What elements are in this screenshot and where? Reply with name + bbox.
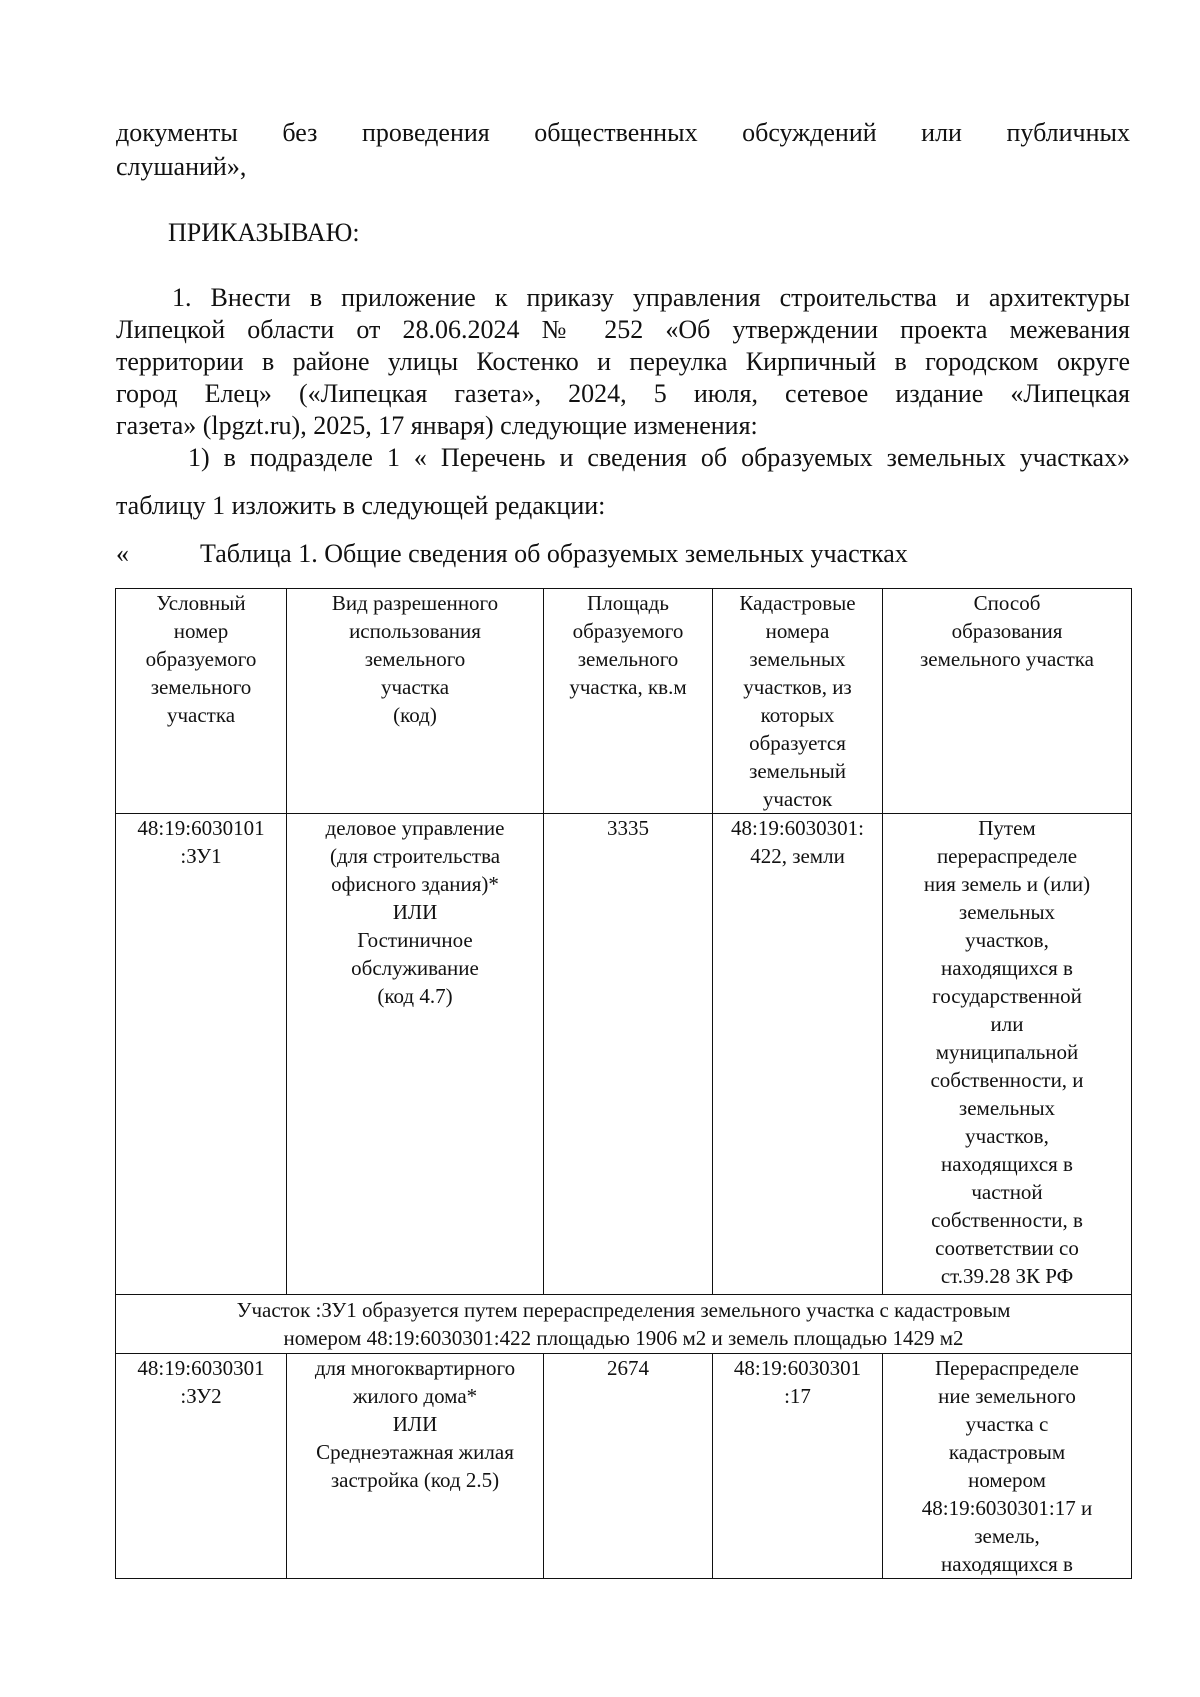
cell-text-line: земельного bbox=[364, 647, 466, 671]
header-cell-cadastral bbox=[713, 589, 883, 814]
cell-text-line: обслуживание bbox=[351, 956, 479, 980]
row-2-cell-method bbox=[883, 1354, 1132, 1579]
cell-text-line: Путем bbox=[978, 816, 1036, 840]
cell-text-line: участка bbox=[380, 675, 450, 699]
cell-text-line: Среднеэтажная жилая bbox=[316, 1440, 514, 1464]
cell-text-line: 48:19:6030301:17 и bbox=[921, 1496, 1093, 1520]
cell-text-line: земельного участка bbox=[920, 647, 1094, 671]
cell-text-line: номером bbox=[968, 1468, 1046, 1492]
cell-text-line: земельного bbox=[150, 675, 252, 699]
cell-text-line: (код 4.7) bbox=[377, 984, 453, 1008]
cell-text-line: участков, из bbox=[743, 675, 852, 699]
cell-text-line: Перераспределе bbox=[934, 1356, 1080, 1380]
cell-text-line: собственности, и bbox=[930, 1068, 1084, 1092]
cell-text-line: Участок :ЗУ1 образуется путем перераспределения земельного участка с кадастровым bbox=[236, 1298, 1011, 1322]
cell-text-line: Кадастровые bbox=[739, 591, 856, 615]
cell-text-line: перераспределе bbox=[936, 844, 1078, 868]
cell-text-line: 422, земли bbox=[750, 844, 845, 868]
cell-text-line: ст.39.28 ЗК РФ bbox=[940, 1264, 1074, 1288]
row-1-cell-use-type bbox=[287, 814, 544, 1295]
cell-text-line: ния земель и (или) bbox=[923, 872, 1091, 896]
order-word: ПРИКАЗЫВАЮ: bbox=[168, 218, 360, 247]
caption-quote-mark: « bbox=[116, 539, 129, 568]
paragraph-1-line-3: территории в районе улицы Костенко и переулка Кирпичный в городском округе bbox=[116, 347, 1130, 376]
cell-text-line: участков, bbox=[965, 928, 1049, 952]
cell-text-line: 48:19:6030301 bbox=[733, 1356, 862, 1380]
intro-line-1: документы без проведения общественных обсуждений или публичных bbox=[116, 118, 1130, 147]
cell-text-line: застройка (код 2.5) bbox=[330, 1468, 500, 1492]
table-caption: Таблица 1. Общие сведения об образуемых земельных участках bbox=[200, 539, 908, 568]
cell-text-line: образуется bbox=[749, 731, 846, 755]
cell-text-line: офисного здания)* bbox=[331, 872, 499, 896]
row-2-cell-use-type bbox=[287, 1354, 544, 1579]
cell-text-line: которых bbox=[760, 703, 835, 727]
cell-text-line: 48:19:6030101 bbox=[137, 816, 265, 840]
cell-text-line: деловое управление bbox=[325, 816, 505, 840]
header-cell-use-type bbox=[287, 589, 544, 814]
row-1-cell-method bbox=[883, 814, 1132, 1295]
cell-text-line: 3335 bbox=[607, 816, 649, 840]
table-row bbox=[116, 814, 1132, 1295]
paragraph-1-line-1: 1. Внести в приложение к приказу управления строительства и архитектуры bbox=[172, 283, 1130, 312]
cell-text-line: номер bbox=[173, 619, 229, 643]
table-header-row bbox=[116, 589, 1132, 814]
cell-text-line: для многоквартирного bbox=[314, 1356, 516, 1380]
cell-text-line: Способ bbox=[973, 591, 1041, 615]
land-plots-table bbox=[115, 588, 1132, 1579]
cell-text-line: земельный bbox=[749, 759, 846, 783]
cell-text-line: участка bbox=[166, 703, 236, 727]
cell-text-line: (для строительства bbox=[329, 844, 501, 868]
paragraph-1-line-5: газета» (lpgzt.ru), 2025, 17 января) следующие изменения: bbox=[116, 411, 758, 440]
cell-text-line: участка, кв.м bbox=[569, 675, 687, 699]
cell-text-line: жилого дома* bbox=[352, 1384, 478, 1408]
cell-text-line: соответствии со bbox=[935, 1236, 1079, 1260]
cell-text-line: земель, bbox=[974, 1524, 1040, 1548]
cell-text-line: Вид разрешенного bbox=[331, 591, 499, 615]
cell-text-line: земельного bbox=[577, 647, 679, 671]
cell-text-line: номера bbox=[765, 619, 830, 643]
header-cell-method bbox=[883, 589, 1132, 814]
row-1-cell-cadastral bbox=[713, 814, 883, 1295]
cell-text-line: собственности, в bbox=[931, 1208, 1083, 1232]
cell-text-line: образуемого bbox=[572, 619, 684, 643]
cell-text-line: (код) bbox=[393, 703, 437, 727]
cell-text-line: 48:19:6030301: bbox=[730, 816, 864, 840]
row-2-cell-cadastral bbox=[713, 1354, 883, 1579]
table-row bbox=[116, 1354, 1132, 1579]
cell-text-line: государственной bbox=[932, 984, 1082, 1008]
cell-text-line: :17 bbox=[784, 1384, 811, 1408]
cell-text-line: ИЛИ bbox=[392, 1412, 438, 1436]
intro-line-2: слушаний», bbox=[116, 152, 247, 181]
cell-text-line: ние земельного bbox=[938, 1384, 1076, 1408]
cell-text-line: :ЗУ1 bbox=[180, 844, 222, 868]
row-2-cell-area bbox=[544, 1354, 713, 1579]
cell-text-line: кадастровым bbox=[948, 1440, 1066, 1464]
cell-text-line: находящихся в bbox=[941, 1552, 1073, 1576]
table-note-row bbox=[116, 1295, 1132, 1354]
cell-text-line: муниципальной bbox=[935, 1040, 1079, 1064]
item-1-line-2: таблицу 1 изложить в следующей редакции: bbox=[116, 491, 606, 520]
paragraph-1-line-2: Липецкой области от 28.06.2024 № 252 «Об утверждении проекта межевания bbox=[116, 315, 1130, 344]
row-2-cell-number bbox=[116, 1354, 287, 1579]
row-1-note bbox=[116, 1295, 1132, 1354]
header-cell-number bbox=[116, 589, 287, 814]
cell-text-line: земельных bbox=[958, 1096, 1056, 1120]
cell-text-line: участков, bbox=[965, 1124, 1049, 1148]
cell-text-line: :ЗУ2 bbox=[180, 1384, 222, 1408]
row-1-cell-area bbox=[544, 814, 713, 1295]
cell-text-line: ИЛИ bbox=[392, 900, 438, 924]
cell-text-line: участка с bbox=[965, 1412, 1049, 1436]
paragraph-1-line-4: город Елец» («Липецкая газета», 2024, 5 июля, сетевое издание «Липецкая bbox=[116, 379, 1130, 408]
item-1-line-1: 1) в подразделе 1 « Перечень и сведения об образуемых земельных участках» bbox=[188, 443, 1130, 472]
cell-text-line: Условный bbox=[156, 591, 246, 615]
cell-text-line: использования bbox=[349, 619, 481, 643]
cell-text-line: образуемого bbox=[145, 647, 257, 671]
cell-text-line: Площадь bbox=[587, 591, 669, 615]
cell-text-line: участок bbox=[762, 787, 833, 811]
cell-text-line: или bbox=[990, 1012, 1024, 1036]
cell-text-line: Гостиничное bbox=[357, 928, 473, 952]
cell-text-line: земельных bbox=[958, 900, 1056, 924]
header-cell-area bbox=[544, 589, 713, 814]
cell-text-line: земельных bbox=[749, 647, 846, 671]
cell-text-line: номером 48:19:6030301:422 площадью 1906 м2 и земель площадью 1429 м2 bbox=[283, 1326, 964, 1350]
row-1-cell-number bbox=[116, 814, 287, 1295]
cell-text-line: 48:19:6030301 bbox=[137, 1356, 265, 1380]
cell-text-line: находящихся в bbox=[941, 1152, 1073, 1176]
cell-text-line: частной bbox=[971, 1180, 1043, 1204]
cell-text-line: находящихся в bbox=[941, 956, 1073, 980]
cell-text-line: образования bbox=[951, 619, 1063, 643]
cell-text-line: 2674 bbox=[607, 1356, 649, 1380]
